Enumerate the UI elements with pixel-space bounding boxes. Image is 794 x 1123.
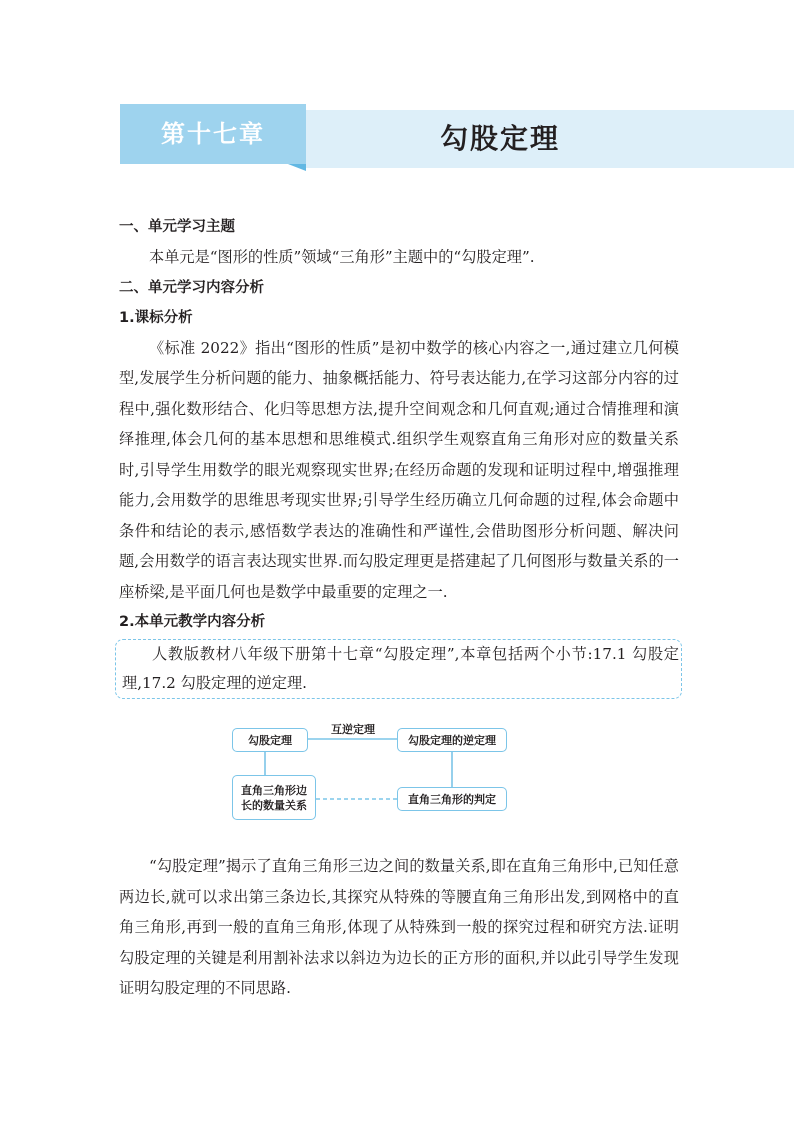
node-right-triangle-judgment: 直角三角形的判定 bbox=[397, 787, 507, 811]
node-side-length-relation: 直角三角形边长的数量关系 bbox=[232, 775, 316, 820]
chapter-title: 勾股定理 bbox=[439, 122, 560, 155]
edge-label-converse: 互逆定理 bbox=[331, 723, 375, 736]
content-summary-text: 人教版教材八年级下册第十七章“勾股定理”,本章包括两个小节:17.1 勾股定理,17.2 勾股定理的逆定理. bbox=[122, 645, 679, 692]
section-2-1-heading: 1.课标分析 bbox=[119, 309, 193, 326]
section-2-1-text: 《标准 2022》指出“图形的性质”是初中数学的核心内容之一,通过建立几何模型,发展学生分析问题的能力、抽象概括能力、符号表达能力,在学习这部分内容的过程中,强化数形结合、化归等思想方法,提升空间观念和几何直观;通过合情推理和演绎推理,体会几何的基本思想和思维模式.组织学生观察直角三角形对应的数量关系时,引导学生用数学的眼光观察现实世界;在经历命题的发现和证明过程中,增强推理能力,会用数学的思维思考现实世界;引导学生经历确立几何命题的过程,体会命题中条件和结论的表示,感悟数学表达的准确性和严谨性,会借助图形分析问题、解决问题,会用数学的语言表达现实世界.而勾股定理更是搭建起了几何图形与数量关系的一座桥梁,是平面几何也是数学中最重要的定理之一. bbox=[119, 338, 679, 601]
node-converse-theorem: 勾股定理的逆定理 bbox=[397, 728, 507, 752]
concept-diagram bbox=[119, 715, 679, 827]
content-summary-box bbox=[115, 639, 682, 699]
section-2-heading: 二、单元学习内容分析 bbox=[119, 279, 264, 296]
section-2-2-heading: 2.本单元教学内容分析 bbox=[119, 614, 266, 630]
chapter-label: 第十七章 bbox=[161, 120, 265, 148]
node-pythagorean-theorem: 勾股定理 bbox=[232, 728, 308, 752]
section-1-heading: 一、单元学习主题 bbox=[119, 219, 235, 235]
banner-notch bbox=[288, 164, 306, 171]
chapter-banner bbox=[120, 104, 794, 168]
page-content bbox=[119, 212, 679, 1004]
section-2-2-text: “勾股定理”揭示了直角三角形三边之间的数量关系,即在直角三角形中,已知任意两边长,就可以求出第三条边长,其探究从特殊的等腰直角三角形出发,到网格中的直角三角形,再到一般的直角三角形,体现了从特殊到一般的探究过程和研究方法.证明勾股定理的关键是利用割补法求以斜边为边长的正方形的面积,并以此引导学生发现证明勾股定理的不同思路. bbox=[119, 857, 679, 997]
section-1-text: 本单元是“图形的性质”领域“三角形”主题中的“勾股定理”. bbox=[149, 248, 535, 266]
